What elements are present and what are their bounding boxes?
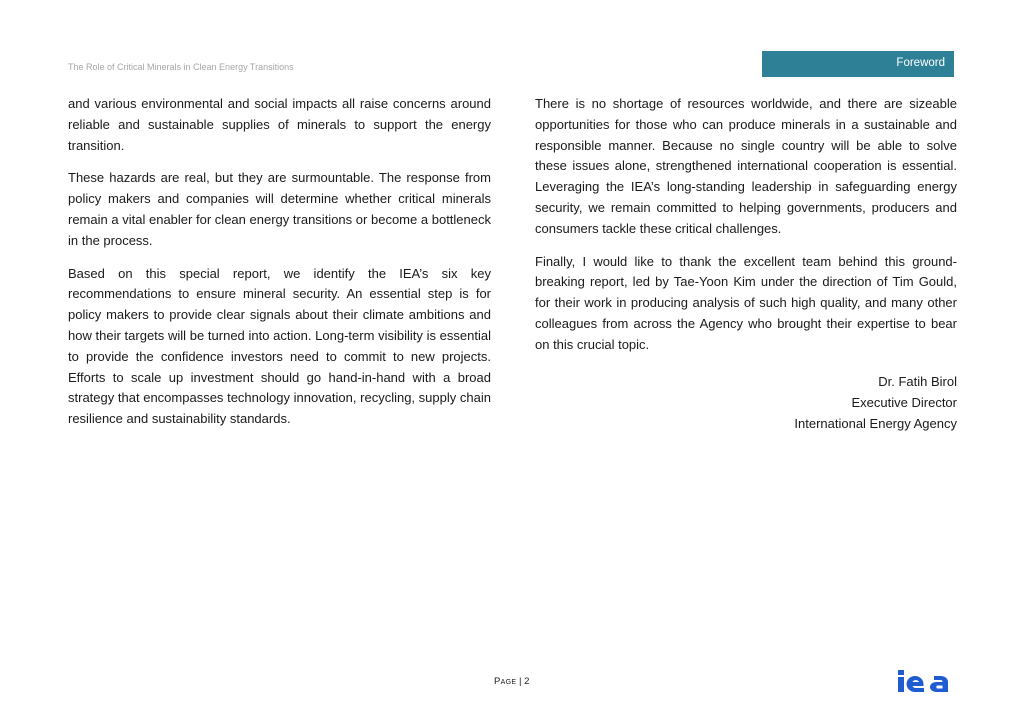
page-label: Page [494, 676, 517, 687]
section-label: Foreword [896, 57, 945, 69]
paragraph: Based on this special report, we identify the IEA’s six key recommendations to ensure mineral security. An essential step is for policy makers to provide clear signals about their climate ambitions and how their targets will be turned into action. Long-term visibility is essential to provide the confidence investors need to commit to new projects. Efforts to scale up investment should go hand-in-hand with a broad strategy that encompasses technology innovation, recycling, supply chain resilience and sustainability standards. [68, 265, 491, 427]
left-column [68, 94, 491, 442]
logo-i-dot [898, 670, 904, 675]
page-separator: | [516, 676, 525, 687]
paragraph: and various environmental and social impacts all raise concerns around reliable and sustainable supplies of minerals to support the energy transition. [68, 96, 491, 153]
signature-title: Executive Director [851, 394, 957, 410]
paragraph: There is no shortage of resources worldwide, and there are sizeable opportunities for those who can produce minerals in a sustainable and responsible manner. Because no single country will be able to solve these issues alone, strengthened international cooperation is essential. Leveraging the IEA’s long-standing leadership in safeguarding energy security, we remain committed to helping governments, producers and consumers tackle these critical challenges. [535, 96, 957, 236]
iea-logo-icon [896, 668, 958, 694]
page-number [494, 676, 529, 687]
paragraph: Finally, I would like to thank the excellent team behind this ground-breaking report, led by Tae-Yoon Kim under the direction of Tim Gould, for their work in producing analysis of such high quality, and many other colleagues from across the Agency who brought their expertise to bear on this crucial topic. [535, 253, 957, 352]
report-title: The Role of Critical Minerals in Clean Energy Transitions [68, 62, 294, 72]
signature-block [535, 371, 957, 434]
paragraph: These hazards are real, but they are surmountable. The response from policy makers and companies will determine whether critical minerals remain a vital enabler for clean energy transitions or become a bottleneck in the process. [68, 170, 491, 248]
section-tab-foreword [762, 51, 954, 77]
logo-i-stem [898, 677, 904, 692]
page-number-value: 2 [524, 676, 530, 687]
signature-organization: International Energy Agency [794, 415, 957, 431]
signature-name: Dr. Fatih Birol [878, 373, 957, 389]
logo-e [907, 676, 925, 692]
logo-a [930, 676, 948, 692]
right-column [535, 94, 957, 434]
